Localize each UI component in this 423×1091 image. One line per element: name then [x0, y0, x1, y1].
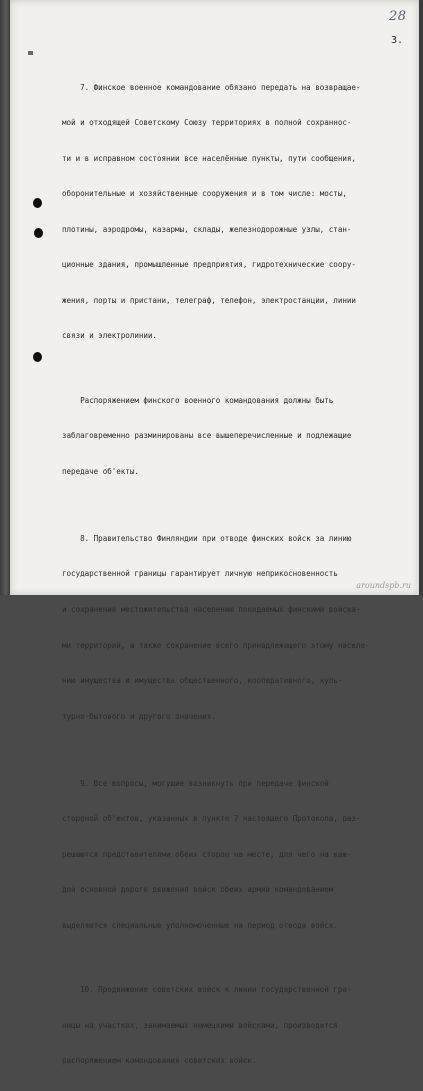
text-line: турно-бытового и другого значения. — [62, 711, 216, 721]
document-body — [62, 58, 412, 1091]
text-line: ти и в исправном состоянии все населённые пункты, пути сообщения, — [62, 153, 356, 163]
text-line: связи и электролинии. — [62, 331, 157, 341]
text-line: 10. Продвижение советских войск к линии государственной гра- — [62, 985, 352, 995]
paragraph-9 — [62, 754, 412, 955]
text-line: оборонительные и хозяйственные сооружения и в том числе: мосты, — [62, 189, 347, 199]
page-number: 3. — [391, 35, 404, 46]
punch-hole — [33, 352, 42, 362]
text-line: передаче об'екты. — [62, 466, 139, 476]
margin-mark — [28, 51, 33, 55]
archive-sheet-number: 28 — [389, 9, 407, 24]
text-line: ми территорий, а также сохранение всего принадлежащего этому населе- — [62, 640, 370, 650]
text-line: Распоряжением финского военного командования должны быть — [62, 395, 334, 405]
text-line: 9. Все вопросы, могущие возникнуть при передаче финской — [62, 778, 329, 788]
text-line: жения, порты и пристани, телеграф, телефон, электростанции, линии — [62, 295, 356, 305]
text-line: 7. Финское военное командование обязано передать на возвращае- — [62, 82, 361, 92]
text-line: государственной границы гарантирует личную неприкосновенность — [62, 569, 338, 579]
text-line: ционные здания, промышленные предприятия, гидротехнические соору- — [62, 260, 356, 270]
text-line: дой основной дороге движения войск обеих армий командованием — [62, 885, 334, 895]
text-line: распоряжением командования советских войск. — [62, 1056, 257, 1066]
document-page — [10, 0, 419, 1066]
paragraph-7-mines — [62, 371, 412, 501]
text-line: решаются представителями обеих сторон на месте, для чего на каж- — [62, 849, 352, 859]
text-line: плотины, аэродромы, казармы, склады, железнодорожные узлы, стан- — [62, 224, 352, 234]
text-line: 8. Правительство Финляндии при отводе финских войск за линию — [62, 533, 352, 543]
paragraph-8 — [62, 509, 412, 746]
text-line: и сохранение местожительства населению покидаемых финскими войска- — [62, 604, 361, 614]
text-line: заблаговременно разминированы все вышеперечисленные и подлежащие — [62, 431, 352, 441]
source-watermark: aroundspb.ru — [356, 581, 411, 590]
text-line: выделяются специальные уполномоченные на период отвода войск. — [62, 920, 338, 930]
paragraph-7 — [62, 58, 412, 366]
text-line: мой и отходящей Советскому Союзу территориях в полной сохраннос- — [62, 118, 352, 128]
punch-hole — [34, 228, 43, 238]
text-line: нию имущества и имущества общественного, кооперативного, куль- — [62, 676, 343, 686]
text-line: стороной об'ектов, указанных в пункте 7 настоящего Протокола, раз- — [62, 814, 361, 824]
text-line: ницы на участках, занимаемых немецкими войсками, производится — [62, 1020, 338, 1030]
punch-hole — [33, 198, 42, 208]
paragraph-10 — [62, 960, 412, 1090]
